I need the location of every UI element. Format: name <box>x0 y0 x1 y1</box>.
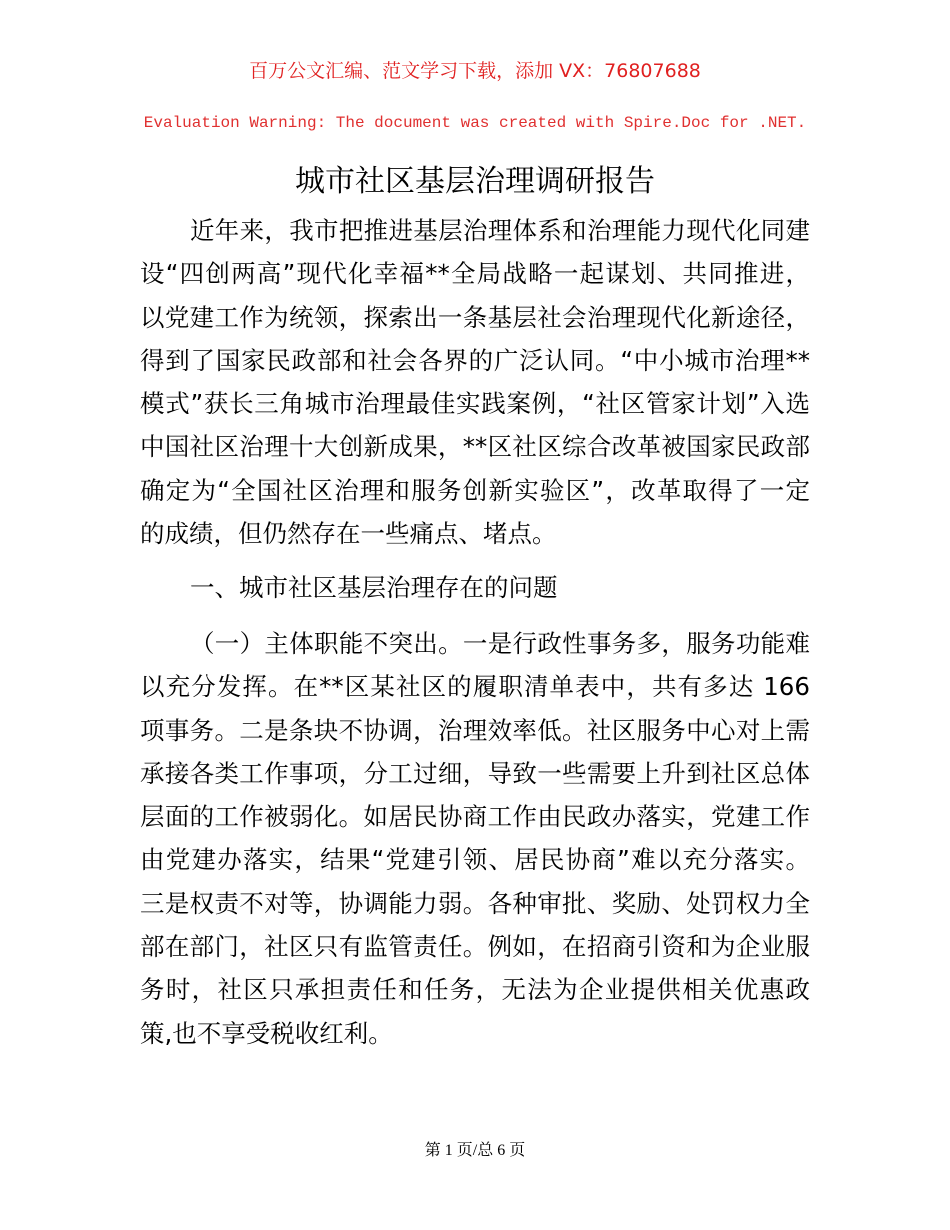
text-line: 近年来，我市把推进基层治理体系和治理能力现代化同建 <box>190 216 810 245</box>
document-title: 城市社区基层治理调研报告 <box>295 164 655 199</box>
text-line: 承接各类工作事项，分工过细，导致一些需要上升到社区总体 <box>140 758 810 788</box>
text-line: 模式”获长三角城市治理最佳实践案例，“社区管家计划”入选 <box>140 389 810 419</box>
text-line: 三是权责不对等，协调能力弱。各种审批、奖励、处罚权力全 <box>140 888 810 918</box>
text-line: 由党建办落实，结果“党建引领、居民协商”难以充分落实。 <box>140 845 810 875</box>
text-line: 中国社区治理十大创新成果，**区社区综合改革被国家民政部 <box>140 432 810 462</box>
section-heading <box>140 566 810 609</box>
text-line: 以党建工作为统领，探索出一条基层社会治理现代化新途径， <box>140 302 810 332</box>
text-line: （一）主体职能不突出。一是行政性事务多，服务功能难 <box>190 629 810 658</box>
text-line: 以充分发挥。在**区某社区的履职清单表中，共有多达 166 <box>140 672 810 702</box>
text-line: 务时，社区只承担责任和任务，无法为企业提供相关优惠政 <box>140 975 810 1005</box>
text-line: 项事务。二是条块不协调，治理效率低。社区服务中心对上需 <box>140 715 810 745</box>
text-line: 得到了国家民政部和社会各界的广泛认同。“中小城市治理** <box>140 345 810 375</box>
heading-line: 一、城市社区基层治理存在的问题 <box>190 573 558 602</box>
page-footer: 第 1 页/总 6 页 <box>424 1142 526 1159</box>
text-line: 策,也不享受税收红利。 <box>140 1018 393 1048</box>
text-line: 的成绩，但仍然存在一些痛点、堵点。 <box>140 519 557 549</box>
paragraph-problems <box>140 622 810 1055</box>
paragraph-intro <box>140 209 810 555</box>
text-line: 部在部门，社区只有监管责任。例如，在招商引资和为企业服 <box>140 932 810 962</box>
evaluation-warning: Evaluation Warning: The document was created with Spire.Doc for .NET. <box>143 114 807 132</box>
download-banner: 百万公文汇编、范文学习下载，添加 VX：76807688 <box>249 60 701 82</box>
text-line: 层面的工作被弱化。如居民协商工作由民政办落实，党建工作 <box>140 802 810 832</box>
text-line: 确定为“全国社区治理和服务创新实验区”，改革取得了一定 <box>140 475 810 505</box>
text-line: 设“四创两高”现代化幸福**全局战略一起谋划、共同推进， <box>140 259 810 289</box>
